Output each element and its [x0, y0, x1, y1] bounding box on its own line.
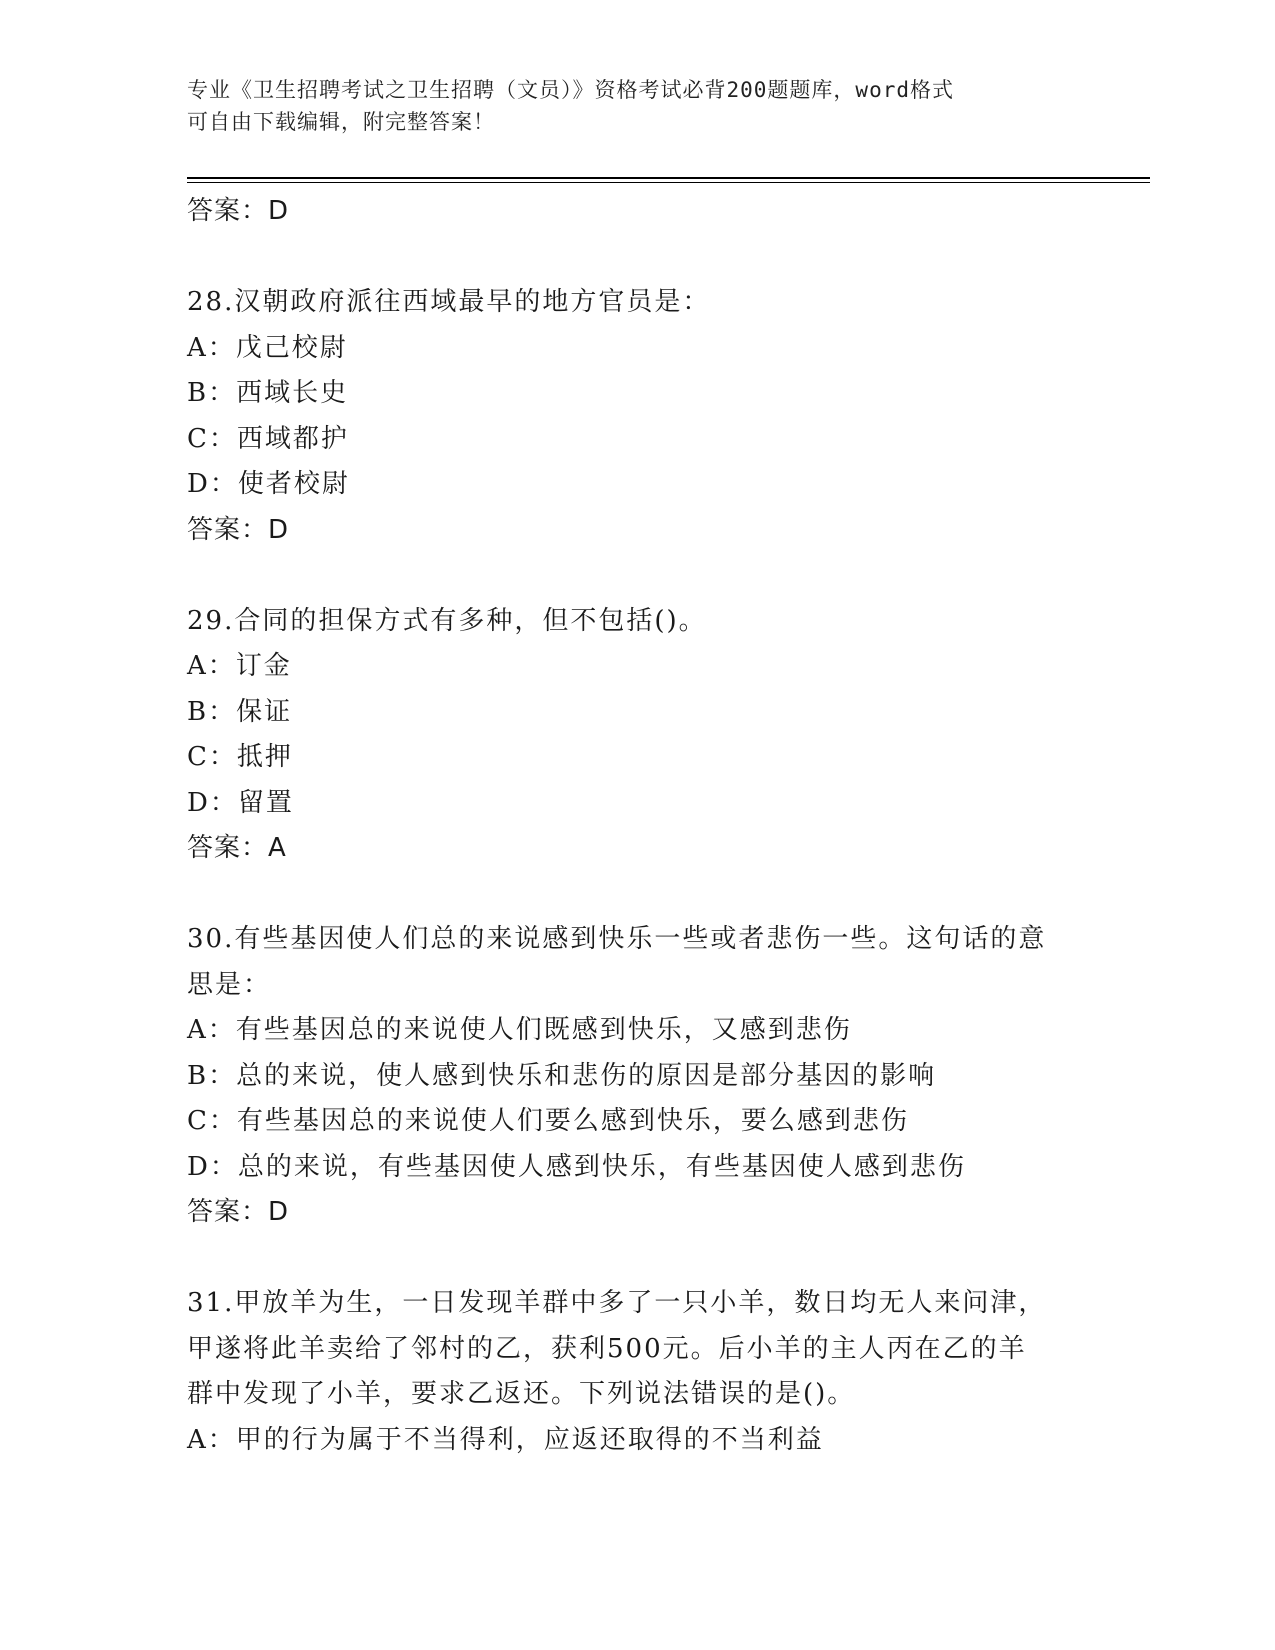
spacer	[187, 553, 1087, 599]
spacer	[187, 872, 1087, 918]
header-divider-thin	[187, 182, 1150, 183]
question-text: 28.汉朝政府派往西域最早的地方官员是：	[187, 287, 711, 317]
question-text-line-1: 30.有些基因使人们总的来说感到快乐一些或者悲伤一些。这句话的意	[187, 924, 1047, 954]
question-30	[187, 917, 1087, 1236]
option-b: B：总的来说，使人感到快乐和悲伤的原因是部分基因的影响	[187, 1060, 937, 1091]
question-31	[187, 1281, 1087, 1463]
header-title-line-1: 专业《卫生招聘考试之卫生招聘（文员）》资格考试必背200题题库，word格式	[187, 78, 954, 102]
question-list	[187, 189, 1087, 1463]
answer-27: 答案：D	[187, 196, 290, 226]
question-text-line-3: 群中发现了小羊，要求乙返还。下列说法错误的是()。	[187, 1379, 856, 1409]
option-b: B：保证	[187, 696, 293, 727]
spacer	[187, 235, 1087, 281]
option-c: C：有些基因总的来说使人们要么感到快乐，要么感到悲伤	[187, 1106, 909, 1136]
option-d: D：使者校尉	[187, 469, 350, 499]
answer: 答案：D	[187, 514, 290, 545]
option-c: C：抵押	[187, 742, 293, 772]
header-divider-thick	[187, 177, 1150, 179]
question-text-line-2: 思是：	[187, 969, 272, 1000]
option-a: A：订金	[187, 651, 292, 681]
spacer	[187, 1236, 1087, 1282]
question-text-line-1: 31.甲放羊为生，一日发现羊群中多了一只小羊，数日均无人来问津，	[187, 1288, 1047, 1318]
question-text: 29.合同的担保方式有多种，但不包括()。	[187, 605, 707, 636]
answer: 答案：A	[187, 833, 287, 863]
option-a: A：甲的行为属于不当得利，应返还取得的不当利益	[187, 1424, 824, 1455]
option-a: A：有些基因总的来说使人们既感到快乐，又感到悲伤	[187, 1015, 852, 1045]
option-d: D：留置	[187, 787, 294, 818]
option-c: C：西域都护	[187, 423, 349, 454]
option-d: D：总的来说，有些基因使人感到快乐，有些基因使人感到悲伤	[187, 1151, 966, 1182]
question-text-line-2: 甲遂将此羊卖给了邻村的乙，获利500元。后小羊的主人丙在乙的羊	[187, 1333, 1027, 1364]
option-b: B：西域长史	[187, 378, 349, 408]
question-28	[187, 280, 1087, 553]
question-29	[187, 599, 1087, 872]
answer: 答案：D	[187, 1197, 290, 1227]
option-a: A：戊己校尉	[187, 332, 348, 363]
header-title-line-2: 可自由下载编辑，附完整答案！	[187, 110, 495, 134]
page-header	[187, 74, 1067, 138]
